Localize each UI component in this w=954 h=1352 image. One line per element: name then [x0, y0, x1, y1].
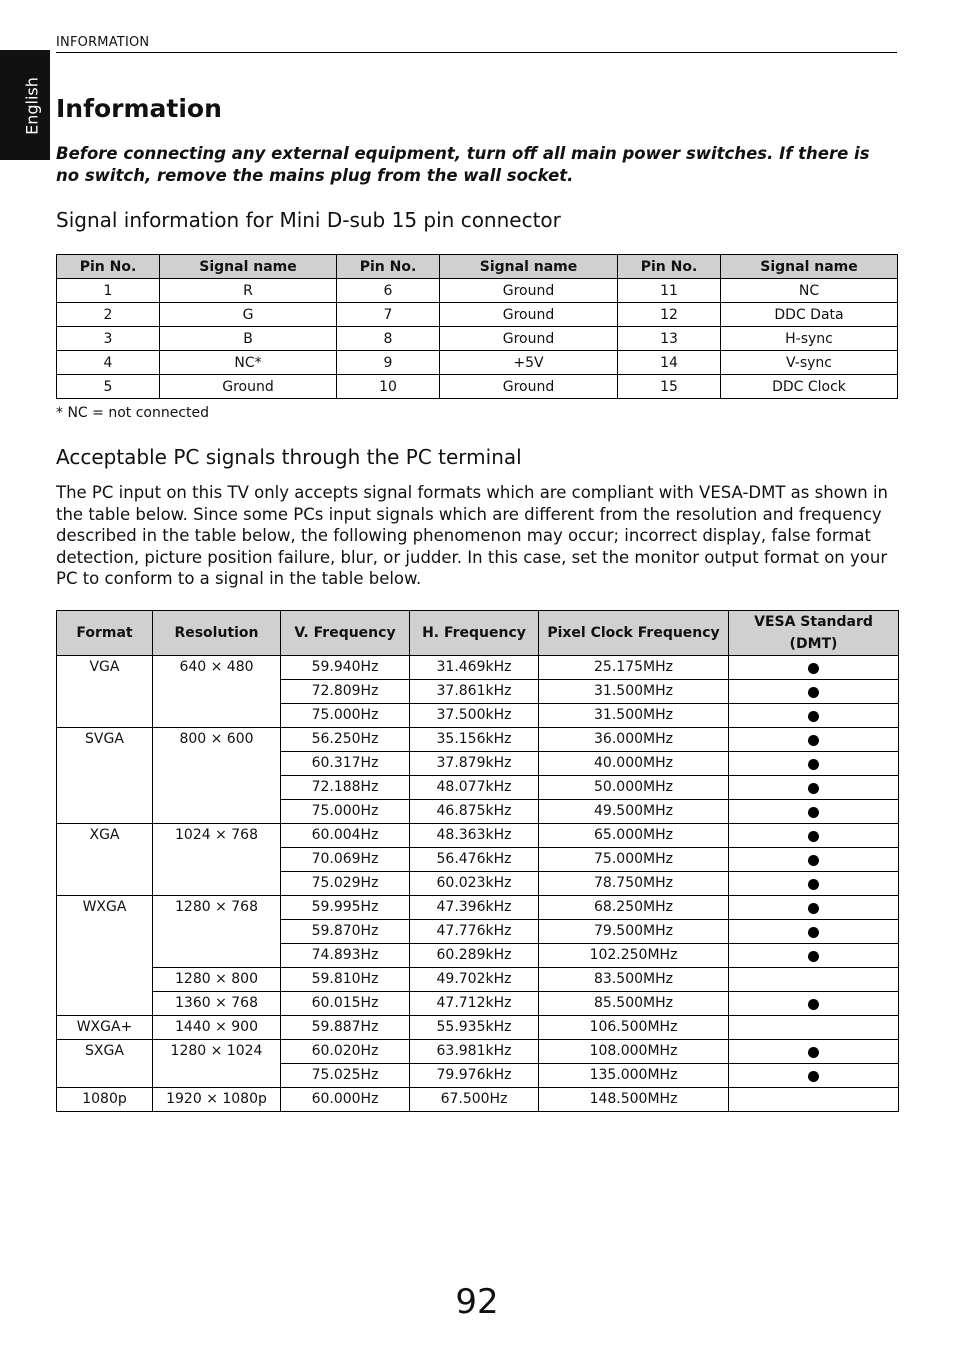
vesa-standard-cell: [729, 848, 899, 872]
h-frequency-cell: 46.875kHz: [410, 800, 539, 824]
v-frequency-cell: 59.870Hz: [281, 920, 410, 944]
pin-number-cell: 5: [57, 375, 160, 399]
v-frequency-cell: 70.069Hz: [281, 848, 410, 872]
resolution-cell: 1360 × 768: [153, 992, 281, 1016]
column-header: Pin No.: [337, 255, 440, 279]
v-frequency-cell: 59.810Hz: [281, 968, 410, 992]
vesa-compliant-dot-icon: [808, 999, 819, 1010]
pc-table-body: [57, 656, 899, 1112]
v-frequency-cell: 56.250Hz: [281, 728, 410, 752]
language-tab: [0, 50, 50, 160]
resolution-cell: 1440 × 900: [153, 1016, 281, 1040]
vesa-compliant-dot-icon: [808, 1047, 819, 1058]
vesa-standard-cell: [729, 896, 899, 920]
h-frequency-cell: 37.861kHz: [410, 680, 539, 704]
h-frequency-cell: 63.981kHz: [410, 1040, 539, 1064]
vesa-standard-cell: [729, 656, 899, 680]
pc-table-header: [57, 611, 899, 656]
v-frequency-cell: 72.809Hz: [281, 680, 410, 704]
vesa-standard-cell: [729, 920, 899, 944]
v-frequency-cell: 60.317Hz: [281, 752, 410, 776]
v-frequency-cell: 60.004Hz: [281, 824, 410, 848]
h-frequency-cell: 31.469kHz: [410, 656, 539, 680]
vesa-compliant-dot-icon: [808, 663, 819, 674]
vesa-standard-cell: [729, 1040, 899, 1064]
pin-section-heading: Signal information for Mini D-sub 15 pin connector: [56, 208, 561, 232]
vesa-compliant-dot-icon: [808, 951, 819, 962]
pin-table: [56, 254, 898, 399]
vesa-compliant-dot-icon: [808, 711, 819, 722]
pin-number-cell: 10: [337, 375, 440, 399]
v-frequency-cell: 74.893Hz: [281, 944, 410, 968]
v-frequency-cell: 59.940Hz: [281, 656, 410, 680]
h-frequency-cell: 48.077kHz: [410, 776, 539, 800]
pin-table-body: [57, 279, 898, 399]
pixel-clock-cell: 102.250MHz: [539, 944, 729, 968]
vesa-standard-cell: [729, 1064, 899, 1088]
pin-number-cell: 15: [618, 375, 721, 399]
v-frequency-cell: 59.995Hz: [281, 896, 410, 920]
h-frequency-cell: 47.776kHz: [410, 920, 539, 944]
pc-signal-table: [56, 610, 899, 1112]
column-header: Signal name: [721, 255, 898, 279]
pin-number-cell: 6: [337, 279, 440, 303]
resolution-cell: 1024 × 768: [153, 824, 281, 896]
h-frequency-cell: 79.976kHz: [410, 1064, 539, 1088]
resolution-cell: 640 × 480: [153, 656, 281, 728]
running-header: INFORMATION: [56, 35, 897, 53]
format-cell: 1080p: [57, 1088, 153, 1112]
pin-footnote: * NC = not connected: [56, 405, 210, 421]
pixel-clock-cell: 36.000MHz: [539, 728, 729, 752]
vesa-standard-cell: [729, 800, 899, 824]
v-frequency-cell: 60.000Hz: [281, 1088, 410, 1112]
pin-number-cell: 9: [337, 351, 440, 375]
h-frequency-cell: 60.023kHz: [410, 872, 539, 896]
vesa-compliant-dot-icon: [808, 903, 819, 914]
pixel-clock-cell: 79.500MHz: [539, 920, 729, 944]
pixel-clock-cell: 75.000MHz: [539, 848, 729, 872]
v-frequency-cell: 60.020Hz: [281, 1040, 410, 1064]
v-frequency-cell: 75.025Hz: [281, 1064, 410, 1088]
resolution-cell: 800 × 600: [153, 728, 281, 824]
vesa-standard-cell: [729, 752, 899, 776]
pixel-clock-cell: 135.000MHz: [539, 1064, 729, 1088]
column-header: Format: [57, 611, 153, 656]
format-cell: WXGA+: [57, 1016, 153, 1040]
v-frequency-cell: 75.000Hz: [281, 704, 410, 728]
v-frequency-cell: 75.029Hz: [281, 872, 410, 896]
h-frequency-cell: 48.363kHz: [410, 824, 539, 848]
table-row: [57, 728, 899, 752]
vesa-compliant-dot-icon: [808, 927, 819, 938]
h-frequency-cell: 37.879kHz: [410, 752, 539, 776]
table-row: [57, 375, 898, 399]
signal-name-cell: NC: [721, 279, 898, 303]
table-row: [57, 351, 898, 375]
vesa-standard-cell: [729, 704, 899, 728]
pixel-clock-cell: 108.000MHz: [539, 1040, 729, 1064]
table-row: [57, 1088, 899, 1112]
pin-number-cell: 8: [337, 327, 440, 351]
vesa-standard-cell: [729, 728, 899, 752]
page-number: 92: [455, 1282, 499, 1322]
table-row: [57, 656, 899, 680]
table-row: [57, 1040, 899, 1064]
column-header: Pixel Clock Frequency: [539, 611, 729, 656]
h-frequency-cell: 35.156kHz: [410, 728, 539, 752]
vesa-standard-cell: [729, 1016, 899, 1040]
table-row: [57, 992, 899, 1016]
pixel-clock-cell: 148.500MHz: [539, 1088, 729, 1112]
pixel-clock-cell: 65.000MHz: [539, 824, 729, 848]
vesa-compliant-dot-icon: [808, 879, 819, 890]
signal-name-cell: Ground: [160, 375, 337, 399]
signal-name-cell: NC*: [160, 351, 337, 375]
signal-name-cell: Ground: [440, 375, 618, 399]
column-header: Signal name: [440, 255, 618, 279]
resolution-cell: 1920 × 1080p: [153, 1088, 281, 1112]
pixel-clock-cell: 106.500MHz: [539, 1016, 729, 1040]
vesa-compliant-dot-icon: [808, 807, 819, 818]
column-header: Resolution: [153, 611, 281, 656]
vesa-standard-cell: [729, 968, 899, 992]
h-frequency-cell: 56.476kHz: [410, 848, 539, 872]
pixel-clock-cell: 78.750MHz: [539, 872, 729, 896]
vesa-compliant-dot-icon: [808, 1071, 819, 1082]
pin-number-cell: 2: [57, 303, 160, 327]
pin-number-cell: 4: [57, 351, 160, 375]
column-header: H. Frequency: [410, 611, 539, 656]
v-frequency-cell: 72.188Hz: [281, 776, 410, 800]
table-row: [57, 1016, 899, 1040]
h-frequency-cell: 47.396kHz: [410, 896, 539, 920]
column-header: Signal name: [160, 255, 337, 279]
table-row: [57, 327, 898, 351]
pixel-clock-cell: 68.250MHz: [539, 896, 729, 920]
signal-name-cell: DDC Clock: [721, 375, 898, 399]
vesa-standard-cell: [729, 872, 899, 896]
resolution-cell: 1280 × 800: [153, 968, 281, 992]
table-row: [57, 279, 898, 303]
column-header: VESA Standard (DMT): [729, 611, 899, 656]
vesa-compliant-dot-icon: [808, 735, 819, 746]
safety-warning: Before connecting any external equipment, turn off all main power switches. If there is no switch, remove the mains plug from the wall socket.: [56, 144, 870, 185]
vesa-standard-cell: [729, 776, 899, 800]
pixel-clock-cell: 85.500MHz: [539, 992, 729, 1016]
signal-name-cell: Ground: [440, 279, 618, 303]
signal-name-cell: B: [160, 327, 337, 351]
pixel-clock-cell: 25.175MHz: [539, 656, 729, 680]
v-frequency-cell: 75.000Hz: [281, 800, 410, 824]
pin-number-cell: 14: [618, 351, 721, 375]
vesa-standard-cell: [729, 944, 899, 968]
column-header: Pin No.: [57, 255, 160, 279]
pixel-clock-cell: 31.500MHz: [539, 704, 729, 728]
signal-name-cell: V-sync: [721, 351, 898, 375]
pin-number-cell: 7: [337, 303, 440, 327]
table-row: [57, 896, 899, 920]
table-row: [57, 968, 899, 992]
signal-name-cell: DDC Data: [721, 303, 898, 327]
h-frequency-cell: 67.500Hz: [410, 1088, 539, 1112]
v-frequency-cell: 59.887Hz: [281, 1016, 410, 1040]
vesa-compliant-dot-icon: [808, 687, 819, 698]
h-frequency-cell: 55.935kHz: [410, 1016, 539, 1040]
h-frequency-cell: 49.702kHz: [410, 968, 539, 992]
pixel-clock-cell: 50.000MHz: [539, 776, 729, 800]
format-cell: WXGA: [57, 896, 153, 1016]
table-row: [57, 303, 898, 327]
pixel-clock-cell: 49.500MHz: [539, 800, 729, 824]
table-row: [57, 824, 899, 848]
resolution-cell: 1280 × 1024: [153, 1040, 281, 1088]
pin-number-cell: 12: [618, 303, 721, 327]
signal-name-cell: +5V: [440, 351, 618, 375]
resolution-cell: 1280 × 768: [153, 896, 281, 968]
v-frequency-cell: 60.015Hz: [281, 992, 410, 1016]
h-frequency-cell: 47.712kHz: [410, 992, 539, 1016]
signal-name-cell: H-sync: [721, 327, 898, 351]
vesa-compliant-dot-icon: [808, 855, 819, 866]
column-header: V. Frequency: [281, 611, 410, 656]
column-header: Pin No.: [618, 255, 721, 279]
language-tab-label: English: [22, 77, 42, 135]
vesa-compliant-dot-icon: [808, 759, 819, 770]
h-frequency-cell: 37.500kHz: [410, 704, 539, 728]
pin-table-header: [57, 255, 898, 279]
format-cell: VGA: [57, 656, 153, 728]
pixel-clock-cell: 40.000MHz: [539, 752, 729, 776]
vesa-standard-cell: [729, 824, 899, 848]
pin-number-cell: 1: [57, 279, 160, 303]
signal-name-cell: Ground: [440, 327, 618, 351]
pin-number-cell: 11: [618, 279, 721, 303]
format-cell: XGA: [57, 824, 153, 896]
format-cell: SXGA: [57, 1040, 153, 1088]
format-cell: SVGA: [57, 728, 153, 824]
vesa-standard-cell: [729, 1088, 899, 1112]
vesa-compliant-dot-icon: [808, 831, 819, 842]
vesa-standard-cell: [729, 992, 899, 1016]
signal-name-cell: Ground: [440, 303, 618, 327]
h-frequency-cell: 60.289kHz: [410, 944, 539, 968]
pin-number-cell: 13: [618, 327, 721, 351]
pc-section-intro: The PC input on this TV only accepts signal formats which are compliant with VESA-DMT as shown in the table below. Since some PCs input signals which are different from the resolution and frequency described in the table below, the following phenomenon may occur; incorrect display, false format detection, picture position failure, blur, or judder. In this case, set the monitor output format on your PC to conform to a signal in the table below.: [56, 483, 889, 588]
vesa-standard-cell: [729, 680, 899, 704]
page-title: Information: [56, 94, 222, 123]
pin-number-cell: 3: [57, 327, 160, 351]
signal-name-cell: R: [160, 279, 337, 303]
pixel-clock-cell: 83.500MHz: [539, 968, 729, 992]
vesa-compliant-dot-icon: [808, 783, 819, 794]
pc-section-heading: Acceptable PC signals through the PC terminal: [56, 445, 522, 469]
pixel-clock-cell: 31.500MHz: [539, 680, 729, 704]
signal-name-cell: G: [160, 303, 337, 327]
